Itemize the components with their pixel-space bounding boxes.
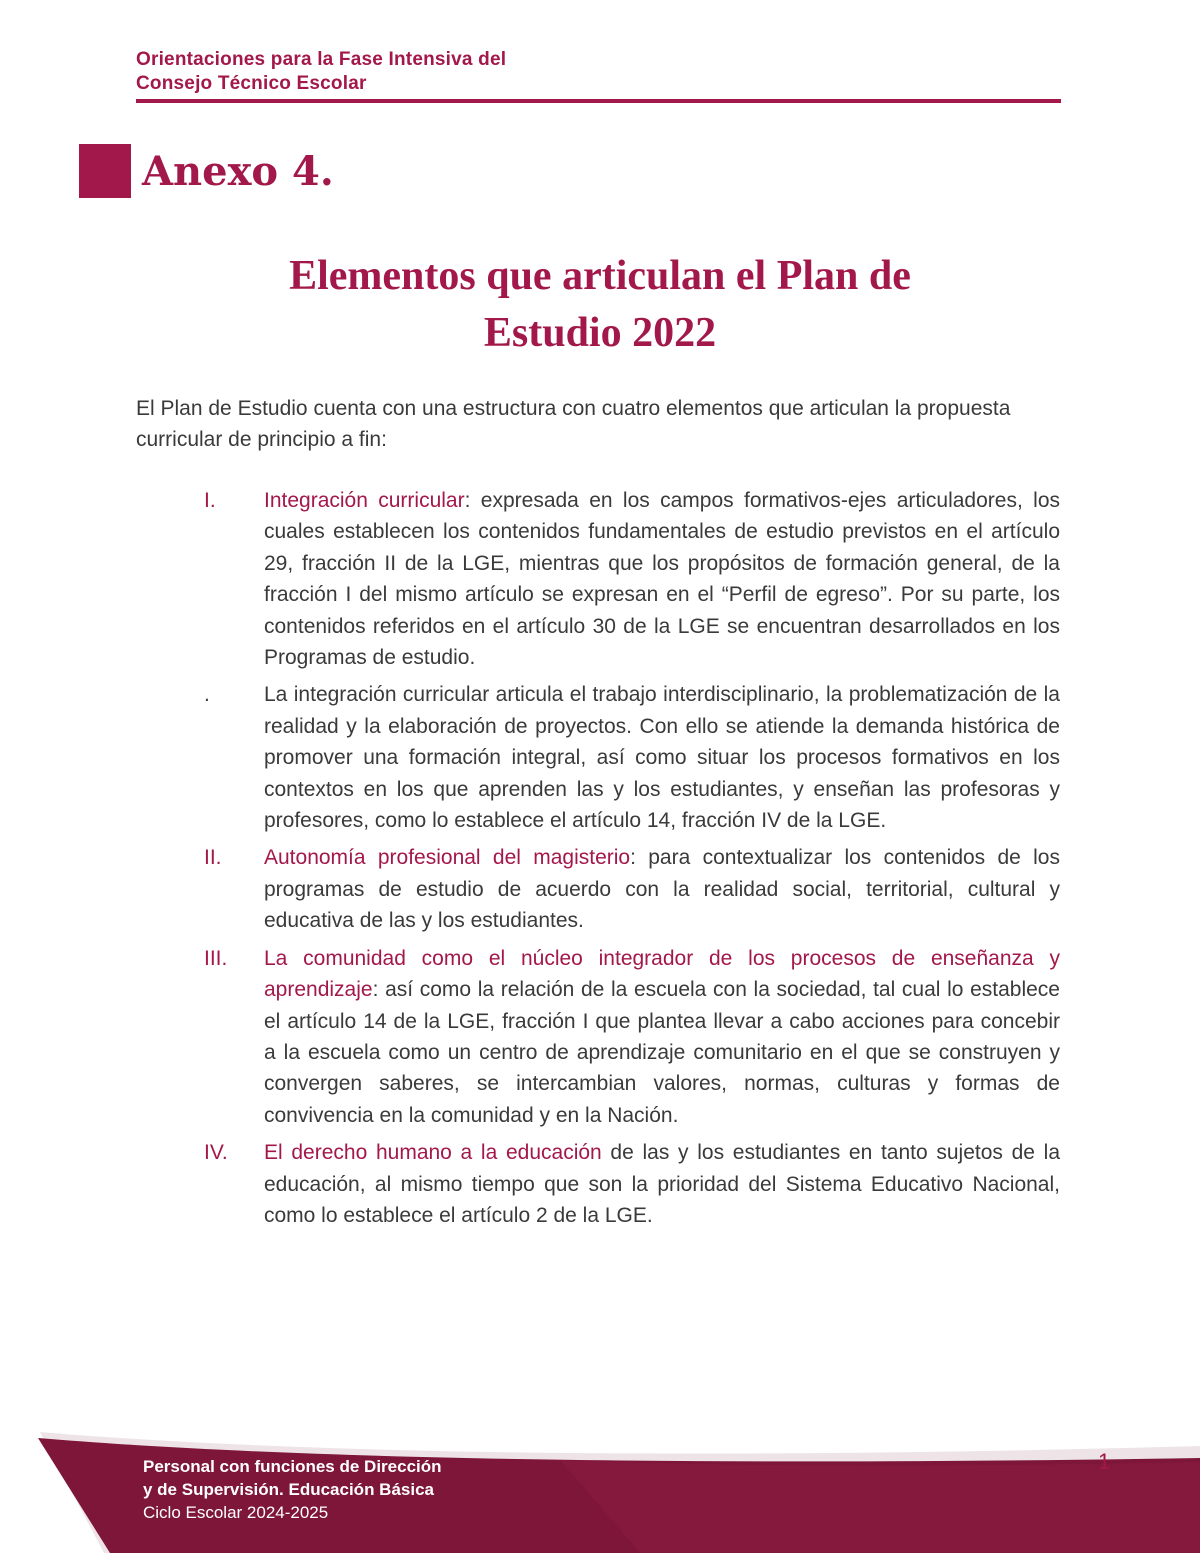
- list-item-body: : para contextualizar los contenidos de los programas de estudio de acuerdo con la realidad social, territorial, cultural y educativa de las y los estudiantes.: [264, 846, 1060, 933]
- header-line-2: Consejo Técnico Escolar: [136, 73, 367, 94]
- footer-text: [143, 1455, 442, 1524]
- list-item: [136, 842, 1064, 936]
- list-item-bullet: .: [204, 683, 210, 707]
- list-item: [136, 943, 1064, 1131]
- list-item: [136, 485, 1064, 673]
- list-item-number: I.: [204, 489, 216, 512]
- list-item: [136, 1137, 1064, 1231]
- title-line-1: Elementos que articulan el Plan de: [289, 253, 911, 299]
- list-item-text: [264, 679, 1060, 836]
- list-item-text: [264, 943, 1060, 1131]
- annex-marker-block: [79, 144, 131, 198]
- list-item-term: Autonomía profesional del magisterio: [264, 846, 631, 870]
- list-item-term: El derecho humano a la educación: [264, 1141, 602, 1165]
- intro-paragraph: El Plan de Estudio cuenta con una estructura con cuatro elementos que articulan la propuesta curricular de principio a fin:: [136, 397, 1011, 451]
- list-item-number: III.: [204, 946, 228, 970]
- list-item-term: La comunidad como el núcleo integrador de los procesos de enseñanza y aprendizaje: [264, 946, 1060, 1002]
- list-item-text: [264, 1137, 1060, 1231]
- list-item: [136, 679, 1064, 836]
- document-header: [136, 48, 836, 96]
- list-item-term: Integración curricular: [264, 489, 465, 512]
- list-item-number: II.: [204, 846, 222, 870]
- footer-line-3: Ciclo Escolar 2024-2025: [143, 1503, 329, 1522]
- annex-label: Anexo 4.: [142, 148, 334, 195]
- list-item-body: : expresada en los campos formativos-ejes articuladores, los cuales establecen los contenidos fundamentales de estudio previstos en el artículo 29, fracción II de la LGE, mientras que los propósitos de formación general, de la fracción I del mismo artículo se expresan en el “Perfil de egreso”. Por su parte, los contenidos referidos en el artículo 30 de la LGE se encuentran desarrollados en los Programas de estudio.: [264, 489, 1060, 670]
- list-item-body: La integración curricular articula el trabajo interdisciplinario, la problematización de la realidad y la elaboración de proyectos. Con ello se atiende la demanda histórica de promover una formación integral, así como situar los procesos formativos en los contextos en los que aprenden las y los estudiantes, y enseñan las profesoras y profesores, como lo establece el artículo 14, fracción IV de la LGE.: [264, 683, 1060, 833]
- list-item-text: [264, 842, 1060, 936]
- list-item-number: IV.: [204, 1141, 228, 1165]
- list-item-text: [264, 485, 1060, 673]
- footer-line-1: Personal con funciones de Dirección: [143, 1457, 442, 1476]
- page-number: 1: [1098, 1449, 1111, 1474]
- title-line-2: Estudio 2022: [483, 310, 717, 356]
- elements-list: [136, 485, 1064, 1237]
- list-item-body: : así como la relación de la escuela con la sociedad, tal cual lo establece el artículo 14 de la LGE, fracción I que plantea llevar a cabo acciones para concebir a la escuela como un centro de aprendizaje comunitario en el que se construyen y convergen saberes, se intercambian valores, normas, culturas y formas de convivencia en la comunidad y en la Nación.: [264, 978, 1060, 1127]
- page-title: [136, 248, 1064, 362]
- header-line-1: Orientaciones para la Fase Intensiva del: [136, 49, 507, 70]
- header-divider: [136, 99, 1061, 103]
- list-item-body: de las y los estudiantes en tanto sujetos de la educación, al mismo tiempo que son la prioridad del Sistema Educativo Nacional, como lo establece el artículo 2 de la LGE.: [264, 1141, 1061, 1227]
- footer-line-2: y de Supervisión. Educación Básica: [143, 1480, 434, 1499]
